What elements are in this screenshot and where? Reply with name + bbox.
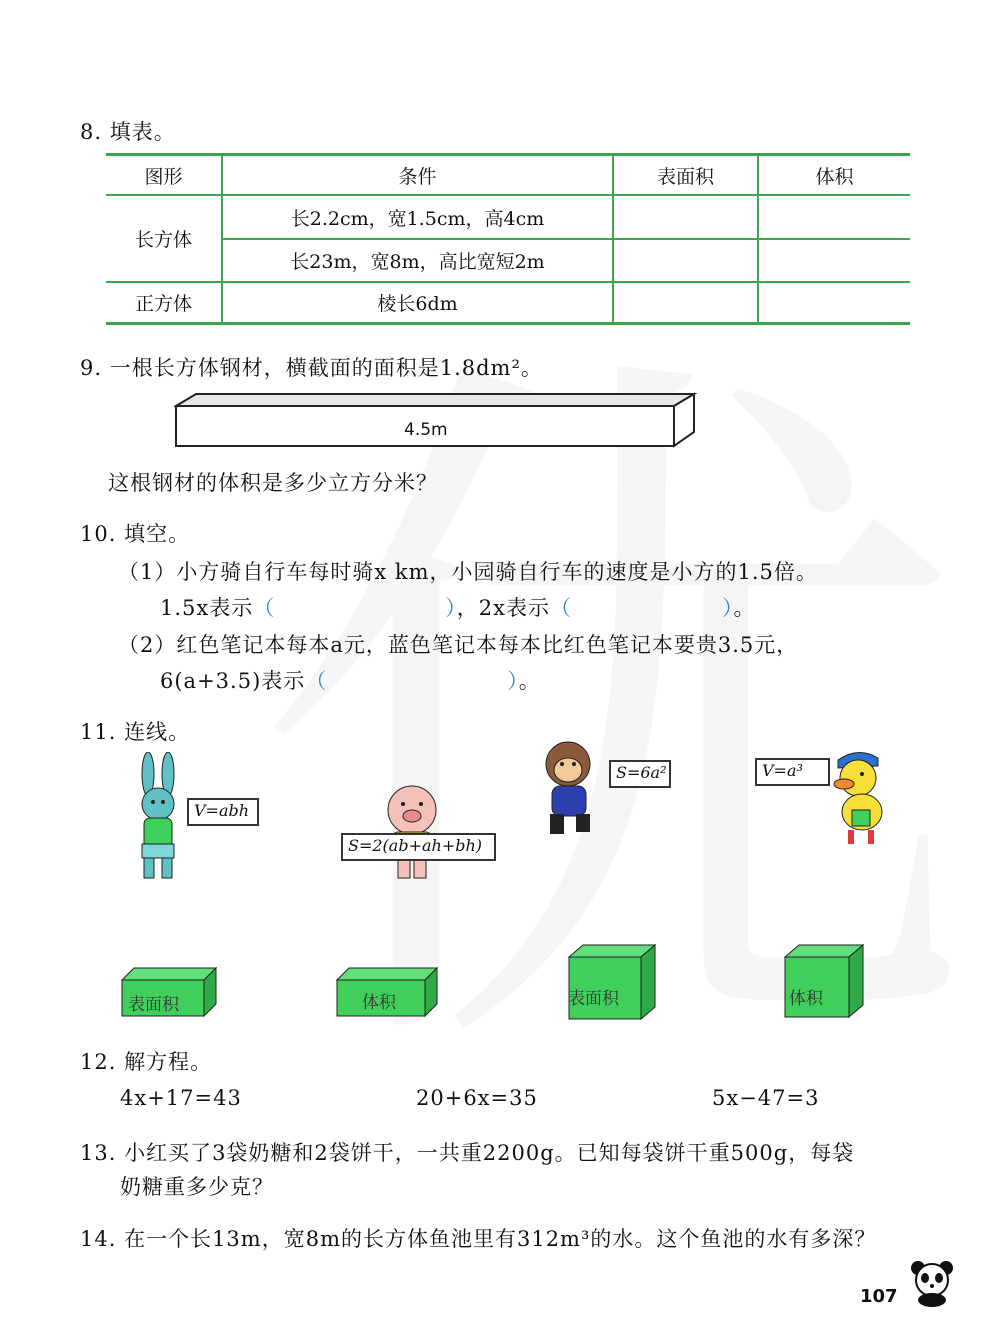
formula-card[interactable]: S=6a² — [609, 760, 671, 788]
table-bottom-rule — [106, 322, 910, 325]
pig-figure — [370, 782, 454, 882]
blank-label: 6(a+3.5)表示 — [160, 669, 306, 693]
row-condition: 棱长6dm — [377, 293, 458, 315]
rabbit-figure — [128, 752, 192, 884]
header-shape: 图形 — [144, 165, 183, 188]
q11-title: 11. 连线。 — [80, 720, 191, 744]
q9-question: 这根钢材的体积是多少立方分米？ — [108, 471, 438, 495]
equation: 20+6x=35 — [416, 1086, 538, 1110]
row-shape-cuboid: 长方体 — [134, 229, 192, 251]
header-condition: 条件 — [398, 165, 437, 188]
q8-table — [106, 153, 910, 325]
equation: 4x+17=43 — [120, 1086, 242, 1110]
blank-open-paren[interactable]: （ — [305, 669, 328, 693]
monkey-figure — [528, 740, 618, 838]
blank-open-paren[interactable]: （ — [549, 596, 572, 620]
q12-title: 12. 解方程。 — [80, 1050, 213, 1074]
q13-line1: 13. 小红买了3袋奶糖和2袋饼干，一共重2200g。已知每袋饼干重500g，每袋 — [80, 1141, 855, 1165]
page-number: 107 — [860, 1286, 898, 1307]
green-box[interactable] — [567, 943, 657, 1021]
row-condition: 长23m，宽8m，高比宽短2m — [290, 251, 545, 273]
equation: 5x−47=3 — [712, 1086, 820, 1110]
header-surface-area: 表面积 — [656, 165, 714, 188]
formula-card[interactable]: V=a³ — [755, 758, 830, 786]
box-label: 体积 — [362, 993, 396, 1013]
q10-part1-blanks — [160, 592, 755, 622]
q8-title: 8. 填表。 — [80, 120, 176, 144]
row-shape-cube: 正方体 — [134, 293, 192, 315]
bar-top-face — [176, 394, 694, 406]
blank-close-paren: ） — [721, 596, 734, 620]
box-label: 表面积 — [568, 989, 619, 1009]
blank-close-paren: ） — [507, 669, 519, 693]
box-label: 表面积 — [128, 995, 179, 1015]
blank-close-paren: ） — [445, 596, 457, 620]
row-condition: 长2.2cm，宽1.5cm，高4cm — [290, 207, 545, 230]
box-label: 体积 — [789, 989, 823, 1009]
duck-figure — [818, 746, 902, 850]
header-volume: 体积 — [815, 165, 854, 188]
panda-icon — [906, 1258, 958, 1308]
q9-title: 9. 一根长方体钢材，横截面的面积是1.8dm²。 — [80, 356, 543, 380]
formula-card[interactable]: S=2(ab+ah+bh) — [341, 833, 496, 861]
blank-label: 1.5x表示 — [160, 596, 254, 620]
q10-part2: （2）红色笔记本每本a元，蓝色笔记本每本比红色笔记本要贵3.5元， — [118, 633, 799, 657]
bar-length-label: 4.5m — [404, 420, 448, 440]
blank-label: ，2x表示 — [456, 596, 550, 620]
q10-part2-blank — [160, 665, 541, 695]
sentence-end: 。 — [518, 669, 541, 693]
formula-card[interactable]: V=abh — [187, 798, 259, 826]
blank-open-paren[interactable]: （ — [253, 596, 276, 620]
q10-part1: （1）小方骑自行车每时骑x km，小园骑自行车的速度是小方的1.5倍。 — [118, 560, 818, 584]
sentence-end: 。 — [733, 596, 756, 620]
q10-title: 10. 填空。 — [80, 522, 191, 546]
q14-text: 14. 在一个长13m，宽8m的长方体鱼池里有312m³的水。这个鱼池的水有多深？ — [80, 1227, 877, 1251]
q13-line2: 奶糖重多少克？ — [120, 1175, 274, 1199]
